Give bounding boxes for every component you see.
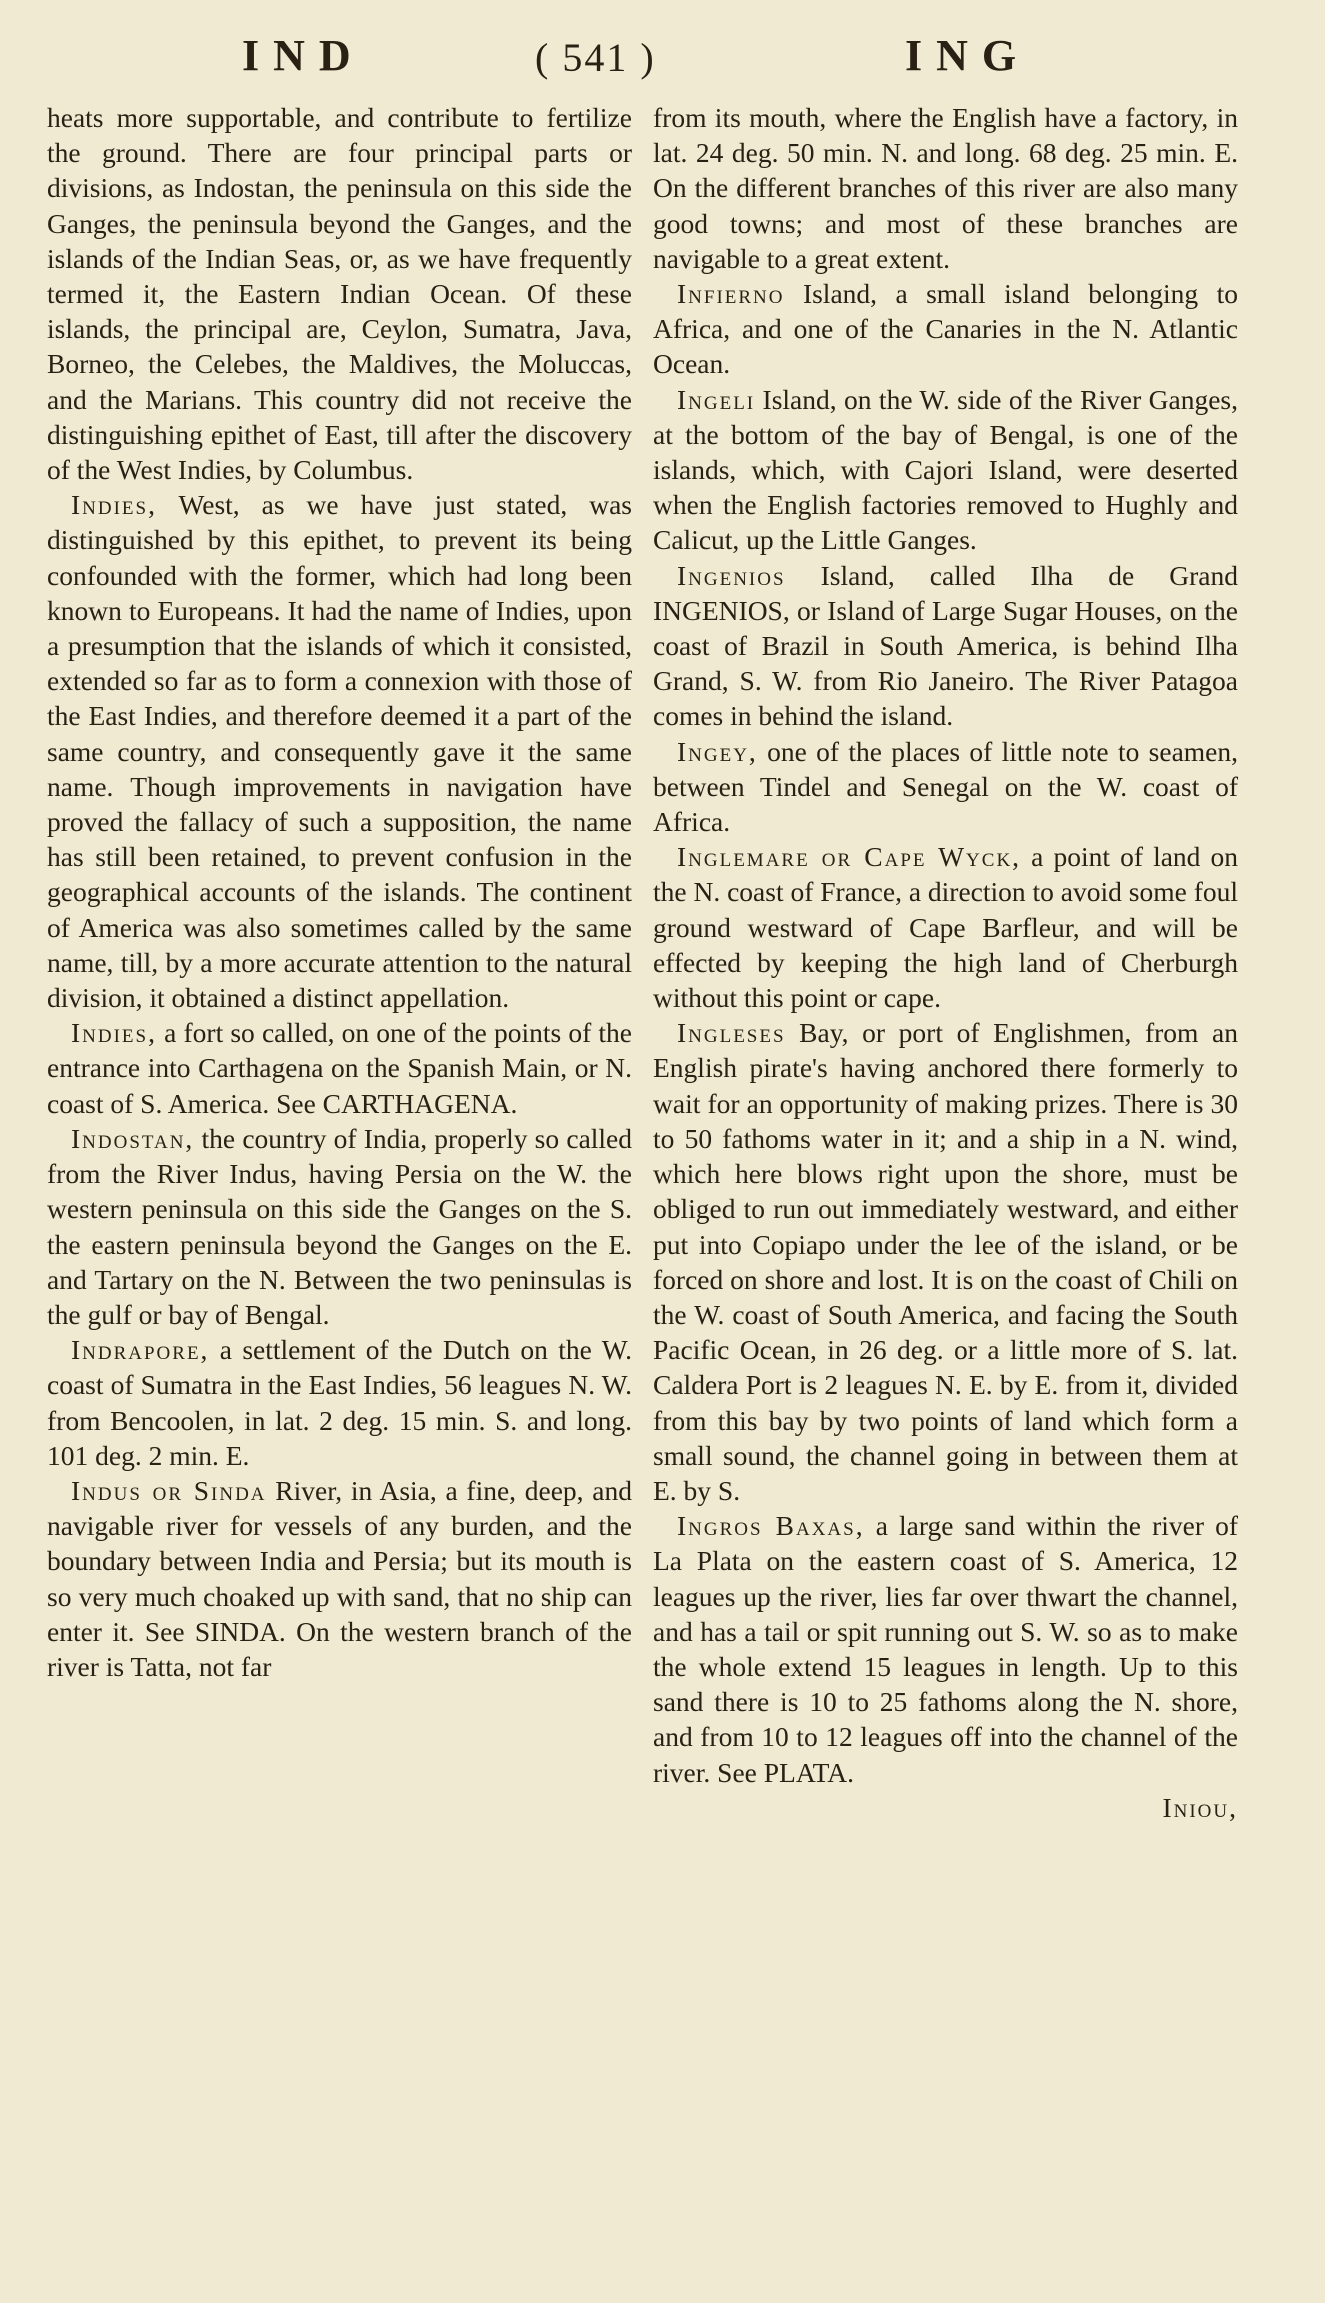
catchword: Iniou,	[1162, 1791, 1238, 1823]
entry-indies-west: Indies, West, as we have just stated, was distinguished by this epithet, to prevent its being confounded with the former, which had long been known to Europeans. It had the name of Indies, upon a presumption that the islands of which it consisted, extended so far as to form a connexion with those of the East Indies, and therefore deemed it a part of the same country, and consequently gave it the same name. Though improvements in navigation have proved the fallacy of such a supposition, the name has still been retained, to prevent confusion in the geographical accounts of the islands. The continent of America was also sometimes called by the same name, till, by a more accurate attention to the natural division, it obtained a distinct appellation.	[47, 489, 632, 1014]
right-column	[653, 100, 1238, 1825]
entry-head: Ingros Baxas,	[677, 1510, 865, 1542]
entry-indus: Indus or Sinda River, in Asia, a fine, deep, and navigable river for vessels of any burden, and the boundary between India and Persia; but its mouth is so very much choaked up with sand, that no ship can enter it. See SINDA. On the western branch of the river is Tatta, not far	[47, 1474, 632, 1682]
entry-head: Ingeli	[677, 383, 756, 415]
left-column	[47, 100, 632, 1684]
entry-head: Ingey,	[677, 735, 758, 767]
entry-indostan: Indostan, the country of India, properly so called from the River Indus, having Persia on the W. the western peninsula on this side the Ganges on the S. the eastern peninsula beyond the Ganges on the E. and Tartary on the N. Between the two peninsulas is the gulf or bay of Bengal.	[47, 1122, 633, 1330]
entry-ingleses: Ingleses Bay, or port of Englishmen, from an English pirate's having anchored there formerly to wait for an opportunity of making prizes. There is 30 to 50 fathoms water in it; and a ship in a N. wind, which here blows right upon the shore, must be obliged to run out immediately westward, and either put into Copiapo under the lee of the island, or be forced on shore and lost. It is on the coast of Chili on the W. coast of South America, and facing the South Pacific Ocean, in 26 deg. or a little more of S. lat. Caldera Port is 2 leagues N. E. by E. from it, divided from this bay by two points of land which form a small sound, the channel going in between them at E. by S.	[653, 1017, 1238, 1506]
entry-indrapore: Indrapore, a settlement of the Dutch on the W. coast of Sumatra in the East Indies, 56 leagues N. W. from Bencoolen, in lat. 2 deg. 15 min. S. and long. 101 deg. 2 min. E.	[47, 1334, 633, 1471]
entry-continued: heats more supportable, and contribute to fertilize the ground. There are four principal parts or divisions, as Indostan, the peninsula on this side the Ganges, the peninsula beyond the Ganges, and the islands of the Indian Seas, or, as we have frequently termed it, the Eastern Indian Ocean. Of these islands, the principal are, Ceylon, Sumatra, Java, Borneo, the Celebes, the Maldives, the Moluccas, and the Marians. This country did not receive the distinguishing epithet of East, till after the discovery of the West Indies, by Columbus.	[47, 102, 632, 486]
entry-infierno: Infierno Island, a small island belonging to Africa, and one of the Canaries in the N. Atlantic Ocean.	[653, 278, 1239, 380]
entry-head: Indostan,	[71, 1122, 195, 1154]
entry-head: Indies,	[71, 1017, 157, 1049]
entry-head: Inglemare or Cape Wyck,	[677, 841, 1022, 873]
entry-ingenios: Ingenios Island, called Ilha de Grand INGENIOS, or Island of Large Sugar Houses, on the coast of Brazil in South America, is behind Ilha Grand, S. W. from Rio Janeiro. The River Patagoa comes in behind the island.	[653, 559, 1238, 732]
entry-continued: from its mouth, where the English have a factory, in lat. 24 deg. 50 min. N. and long. 68 deg. 25 min. E. On the different branches of this river are also many good towns; and most of these branches are navigable to a great extent.	[653, 102, 1238, 274]
entry-head: Indus or Sinda	[71, 1474, 267, 1506]
entry-head: Infierno	[677, 278, 785, 310]
running-header	[0, 30, 1325, 90]
entry-head: Ingenios	[677, 559, 786, 591]
entry-ingeli: Ingeli Island, on the W. side of the River Ganges, at the bottom of the bay of Bengal, is one of the islands, which, with Cajori Island, were deserted when the English factories removed to Hughly and Calicut, up the Little Ganges.	[653, 383, 1239, 556]
entry-head: Indrapore,	[71, 1334, 210, 1366]
entry-head: Indies,	[71, 489, 157, 521]
header-right: ING	[905, 31, 1031, 80]
entry-head: Ingleses	[677, 1017, 786, 1049]
header-left: IND	[242, 31, 365, 80]
entry-ingey: Ingey, one of the places of little note to seamen, between Tindel and Senegal on the W. coast of Africa.	[653, 735, 1239, 838]
page-number: ( 541 )	[535, 35, 656, 80]
entry-indies-fort: Indies, a fort so called, on one of the points of the entrance into Carthagena on the Spanish Main, or N. coast of S. America. See CARTHAGENA.	[47, 1017, 632, 1119]
entry-inglemare: Inglemare or Cape Wyck, a point of land on the N. coast of France, a direction to avoid some foul ground westward of Cape Barfleur, and will be effected by keeping the high land of Cherburgh without this point or cape.	[653, 841, 1238, 1014]
entry-ingros-baxas: Ingros Baxas, a large sand within the river of La Plata on the eastern coast of S. America, 12 leagues up the river, lies far over thwart the channel, and has a tail or spit running out S. W. so as to make the whole extend 15 leagues in length. Up to this sand there is 10 to 25 fathoms along the N. shore, and from 10 to 12 leagues off into the channel of the river. See PLATA.	[653, 1510, 1239, 1788]
